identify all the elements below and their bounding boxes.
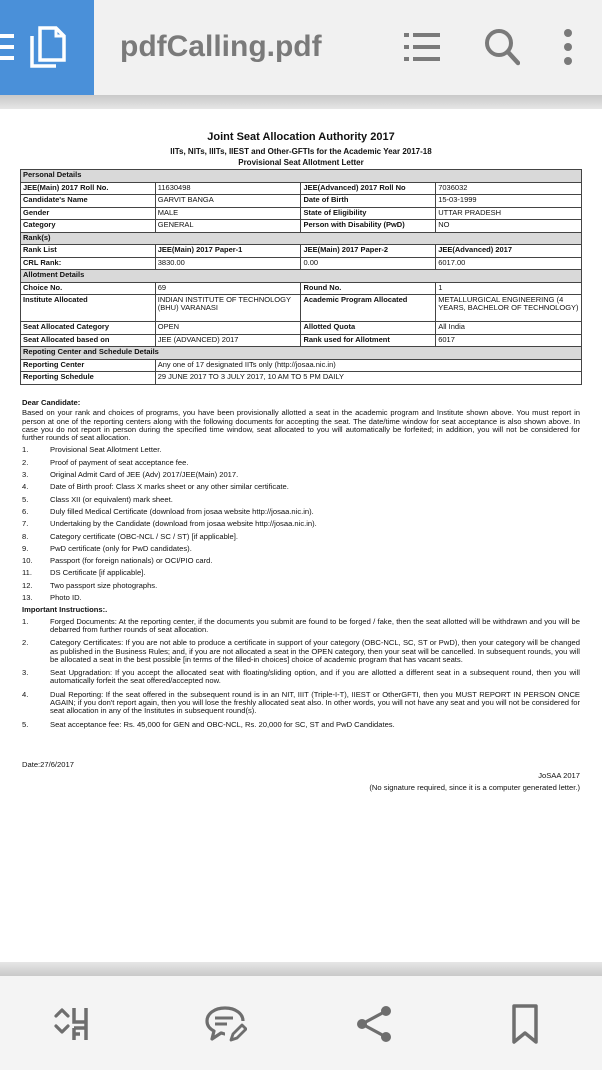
cell-label: Gender	[21, 207, 156, 220]
cell-value: METALLURGICAL ENGINEERING (4 YEARS, BACHELOR OF TECHNOLOGY)	[436, 295, 582, 322]
cell-label: Reporting Center	[21, 359, 156, 372]
list-item-number: 2.	[22, 457, 29, 467]
cell-value: OPEN	[155, 322, 301, 335]
list-item-number: 10.	[22, 556, 33, 566]
cell-value: JEE (ADVANCED) 2017	[155, 334, 301, 347]
list-item	[22, 582, 580, 594]
cell-label: JEE(Main) 2017 Paper-1	[155, 245, 301, 258]
cell-value: All India	[436, 322, 582, 335]
list-item	[22, 618, 580, 635]
documents-list	[22, 446, 580, 606]
table-row	[21, 295, 582, 322]
list-item-text: Category certificate (OBC-NCL / SC / ST) [if applicable].	[50, 531, 238, 541]
cell-label: JEE(Main) 2017 Roll No.	[21, 182, 156, 195]
nav-block	[0, 0, 94, 95]
letter-body	[22, 399, 580, 734]
cell-label: Date of Birth	[301, 195, 436, 208]
cell-label: State of Eligibility	[301, 207, 436, 220]
cell-label: Candidate's Name	[21, 195, 156, 208]
cell-label: Allotted Quota	[301, 322, 436, 335]
cell-label: Choice No.	[21, 282, 156, 295]
share-icon[interactable]	[352, 1002, 396, 1046]
cell-value: 6017	[436, 334, 582, 347]
list-item-number: 1.	[22, 616, 29, 626]
list-item-text: Undertaking by the Candidate (download from josaa website http://josaa.nic.in).	[50, 519, 317, 529]
cell-label: JEE(Main) 2017 Paper-2	[301, 245, 436, 258]
section-personal: Personal Details	[21, 170, 582, 183]
cell-label: Rank used for Allotment	[301, 334, 436, 347]
cell-value: INDIAN INSTITUTE OF TECHNOLOGY (BHU) VARANASI	[155, 295, 301, 322]
table-row	[21, 359, 582, 372]
cell-label: Seat Allocated Category	[21, 322, 156, 335]
table-row	[21, 207, 582, 220]
letter-title: Joint Seat Allocation Authority 2017	[207, 131, 395, 143]
instructions-list	[22, 618, 580, 729]
list-item-number: 3.	[22, 470, 29, 480]
list-item-text: Duly filled Medical Certificate (download from josaa website http://josaa.nic.in).	[50, 506, 314, 516]
letter-date: Date:27/6/2017	[22, 760, 74, 769]
cell-label: Category	[21, 220, 156, 233]
cell-label: Rank List	[21, 245, 156, 258]
list-item-number: 2.	[22, 638, 29, 648]
list-item-text: Proof of payment of seat acceptance fee.	[50, 457, 189, 467]
list-item-text: Photo ID.	[50, 593, 82, 603]
cell-label: JEE(Advanced) 2017	[436, 245, 582, 258]
top-app-bar	[0, 0, 602, 95]
document-title: pdfCalling.pdf	[120, 30, 322, 63]
cell-label: Reporting Schedule	[21, 372, 156, 385]
search-icon[interactable]	[484, 28, 520, 66]
cell-value: 15-03-1999	[436, 195, 582, 208]
cell-value: 6017.00	[436, 257, 582, 270]
cell-value: GARVIT BANGA	[155, 195, 301, 208]
page-gutter-top	[0, 95, 602, 109]
table-row	[21, 257, 582, 270]
menu-icon[interactable]	[0, 30, 16, 64]
list-icon[interactable]	[404, 30, 440, 64]
cell-label: JEE(Advanced) 2017 Roll No	[301, 182, 436, 195]
cell-label: Institute Allocated	[21, 295, 156, 322]
list-item-number: 4.	[22, 689, 29, 699]
list-item-text: Class XII (or equivalent) mark sheet.	[50, 494, 173, 504]
intro-paragraph: Based on your rank and choices of programs, you have been provisionally allotted a seat in the academic program and Institute shown above. You must report in person at one of the reporting centers along with the following documents for accepting the seat. The date/time window for seat acceptance is also shown above. In case you do not report in person during the specified time window, seat allocated to you will automatically be forfeited; in addition, you will not be considered for further rounds of seat allocation.	[22, 408, 580, 443]
list-item-text: Passport (for foreign nationals) or OCI/PIO card.	[50, 556, 213, 566]
list-item-number: 12.	[22, 580, 33, 590]
list-item-number: 13.	[22, 593, 33, 603]
list-item-text: Forged Documents: At the reporting center, if the documents you submit are found to be forged / fake, then the seat allotted will be withdrawn and you will be debarred from further rounds of seat allocation.	[50, 616, 580, 634]
list-item-text: Dual Reporting: If the seat offered in the subsequent round is in an NIT, IIIT (Triple-I-T), IIEST or OtherGFTI, then you MUST REPORT IN PERSON ONCE AGAIN; if you don't report again, then you will lose the freshly allocated seat also. In other words, you will not have any seat and you will not be considered for seat allocation in any of the Institutes in subsequent round(s).	[50, 689, 580, 716]
list-item-text: PwD certificate (only for PwD candidates).	[50, 543, 192, 553]
list-item-number: 5.	[22, 494, 29, 504]
allotment-table	[20, 169, 582, 385]
section-ranks: Rank(s)	[21, 232, 582, 245]
list-item-text: DS Certificate [if applicable].	[50, 568, 146, 578]
cell-value: 69	[155, 282, 301, 295]
cell-value: NO	[436, 220, 582, 233]
bottom-toolbar	[0, 976, 602, 1070]
list-item-text: Category Certificates: If you are not able to produce a certificate in support of your category (OBC-NCL, SC, ST or PwD), then your category will be changed as published in the Business Rules; and, if you are not allocated a seat in the OPEN category, then your seat will be cancelled. In subsequent rounds, you will be allocated a seat in the best possible [in terms of the filled-in choices] choice of academic program that has vacant seats.	[50, 638, 580, 664]
page-gutter-bottom	[0, 962, 602, 976]
section-allotment: Allotment Details	[21, 270, 582, 283]
list-item-number: 6.	[22, 506, 29, 516]
instructions-heading: Important Instructions:.	[22, 605, 108, 615]
cell-value: MALE	[155, 207, 301, 220]
letter-subtitle-2: Provisional Seat Allotment Letter	[238, 158, 364, 167]
table-row	[21, 220, 582, 233]
list-item-text: Date of Birth proof: Class X marks sheet or any other similar certificate.	[50, 482, 289, 492]
list-item	[22, 669, 580, 686]
list-item	[22, 639, 580, 664]
letter-subtitle: IITs, NITs, IIITs, IIEST and Other-GFTIs for the Academic Year 2017-18	[170, 147, 432, 156]
salutation: Dear Candidate:	[22, 398, 81, 407]
cell-value: GENERAL	[155, 220, 301, 233]
list-item-text: Two passport size photographs.	[50, 580, 158, 590]
list-item-text: Seat Upgradation: If you accept the allocated seat with floating/sliding option, and if you are allotted a different seat in a subsequent round, then you will automatically forfeit the seat offered/accepted now.	[50, 668, 580, 686]
list-item-number: 8.	[22, 531, 29, 541]
list-item	[22, 721, 580, 729]
cell-value: 29 JUNE 2017 TO 3 JULY 2017, 10 AM TO 5 PM DAILY	[155, 372, 581, 385]
comment-icon[interactable]	[203, 1002, 247, 1046]
cell-value: Any one of 17 designated IITs only (http://josaa.nic.in)	[155, 359, 581, 372]
list-item-text: Provisional Seat Allotment Letter.	[50, 445, 162, 455]
list-item-number: 7.	[22, 519, 29, 529]
signature-note: (No signature required, since it is a computer generated letter.)	[369, 783, 580, 792]
cell-value: 0.00	[301, 257, 436, 270]
list-item-number: 1.	[22, 445, 29, 455]
list-item-number: 9.	[22, 543, 29, 553]
list-item-number: 3.	[22, 668, 29, 678]
list-item-text: Seat acceptance fee: Rs. 45,000 for GEN and OBC-NCL, Rs. 20,000 for SC, ST and PwD Candidates.	[50, 719, 395, 729]
list-item-number: 4.	[22, 482, 29, 492]
table-row	[21, 195, 582, 208]
issuer: JoSAA 2017	[538, 771, 580, 780]
cell-label: Academic Program Allocated	[301, 295, 436, 322]
cell-label: Round No.	[301, 282, 436, 295]
cell-value: 1	[436, 282, 582, 295]
cell-label: Seat Allocated based on	[21, 334, 156, 347]
cell-value: UTTAR PRADESH	[436, 207, 582, 220]
section-reporting: Repoting Center and Schedule Details	[21, 347, 582, 360]
list-item-number: 5.	[22, 719, 29, 729]
table-row	[21, 322, 582, 335]
document-icon[interactable]	[30, 26, 66, 68]
reflow-icon[interactable]	[52, 1002, 96, 1046]
table-row	[21, 372, 582, 385]
table-row	[21, 182, 582, 195]
list-item-number: 11.	[22, 568, 32, 578]
table-row	[21, 245, 582, 258]
list-item	[22, 594, 580, 606]
table-row	[21, 334, 582, 347]
table-row	[21, 282, 582, 295]
pdf-page[interactable]	[0, 109, 602, 962]
bookmark-icon[interactable]	[503, 1002, 547, 1046]
cell-label: Person with Disability (PwD)	[301, 220, 436, 233]
cell-value: 11630498	[155, 182, 301, 195]
list-item-text: Original Admit Card of JEE (Adv) 2017/JEE(Main) 2017.	[50, 470, 239, 480]
cell-label: CRL Rank:	[21, 257, 156, 270]
cell-value: 3830.00	[155, 257, 301, 270]
more-vert-icon[interactable]	[560, 28, 576, 66]
cell-value: 7036032	[436, 182, 582, 195]
list-item	[22, 691, 580, 716]
